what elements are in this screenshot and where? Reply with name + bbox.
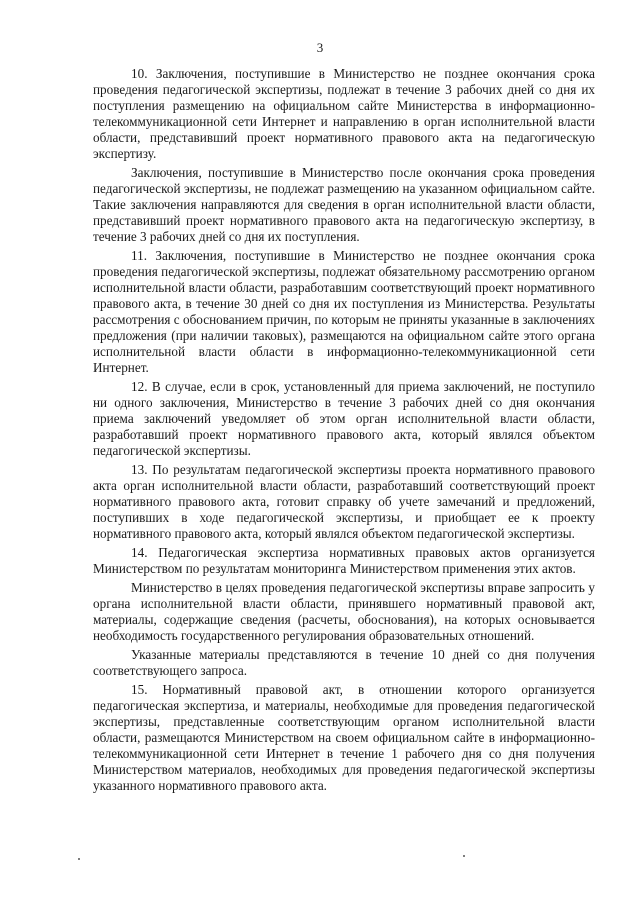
paragraph-10-continued: Заключения, поступившие в Министерство после окончания срока проведения педагогической экспертизы, не подлежат размещению на указанном официальном сайте. Такие заключения направляются для сведения в орган исполнительной власти области, представивший проект нормативного правового акта на педагогическую экспертизу, в течение 3 рабочих дней со дня их поступления. <box>93 165 595 244</box>
scan-speck <box>463 855 465 857</box>
paragraph-12: 12. В случае, если в срок, установленный для приема заключений, не поступило ни одного заключения, Министерство в течение 3 рабочих дней со дня окончания приема заключений уведомляет об этом орган исполнительной власти области, разработавший проект нормативного правового акта, который являлся объектом педагогической экспертизы. <box>93 379 595 458</box>
paragraph-15: 15. Нормативный правовой акт, в отношении которого организуется педагогическая экспертиза, и материалы, необходимые для проведения педагогической экспертизы, представленные соответствующим органом исполнительной власти области, размещаются Министерством на своем официальном сайте в информационно-телекоммуникационной сети Интернет в течение 1 рабочего дня со дня получения Министерством материалов, необходимых для проведения педагогической экспертизы указанного нормативного правового акта. <box>93 682 595 793</box>
paragraph-14-request: Министерство в целях проведения педагогической экспертизы вправе запросить у органа исполнительной власти области, принявшего нормативный правовой акт, материалы, содержащие сведения (расчеты, обоснования), на которых основывается необходимость государственного регулирования образовательных отношений. <box>93 580 595 643</box>
paragraph-11: 11. Заключения, поступившие в Министерство не позднее окончания срока проведения педагогической экспертизы, подлежат обязательному рассмотрению органом исполнительной власти области, разработавшим соответствующий проект нормативного правового акта, в течение 30 дней со дня их поступления из Министерства. Результаты рассмотрения с обоснованием причин, по которым не приняты указанные в заключениях предложения (при наличии таковых), размещаются на официальном сайте этого органа исполнительной власти области в информационно-телекоммуникационной сети Интернет. <box>93 248 595 375</box>
paragraph-14-deadline: Указанные материалы представляются в течение 10 дней со дня получения соответствующего запроса. <box>93 647 595 678</box>
paragraph-14: 14. Педагогическая экспертиза нормативных правовых актов организуется Министерством по результатам мониторинга Министерством применения этих актов. <box>93 545 595 576</box>
scan-speck <box>78 858 80 860</box>
paragraph-13: 13. По результатам педагогической экспертизы проекта нормативного правового акта орган исполнительной власти области, разработавший соответствующий проект нормативного правового акта, готовит справку об учете замечаний и предложений, поступивших в ходе педагогической экспертизы, и приобщает ее к проекту нормативного правового акта, который являлся объектом педагогической экспертизы. <box>93 462 595 541</box>
page-number: 3 <box>316 40 324 55</box>
paragraph-10: 10. Заключения, поступившие в Министерство не позднее окончания срока проведения педагогической экспертизы, подлежат в течение 3 рабочих дней со дня их поступления размещению на официальном сайте Министерства в информационно-телекоммуникационной сети Интернет и направлению в орган исполнительной власти области, представивший проект нормативного правового акта на педагогическую экспертизу. <box>93 66 595 161</box>
document-body <box>93 66 595 797</box>
